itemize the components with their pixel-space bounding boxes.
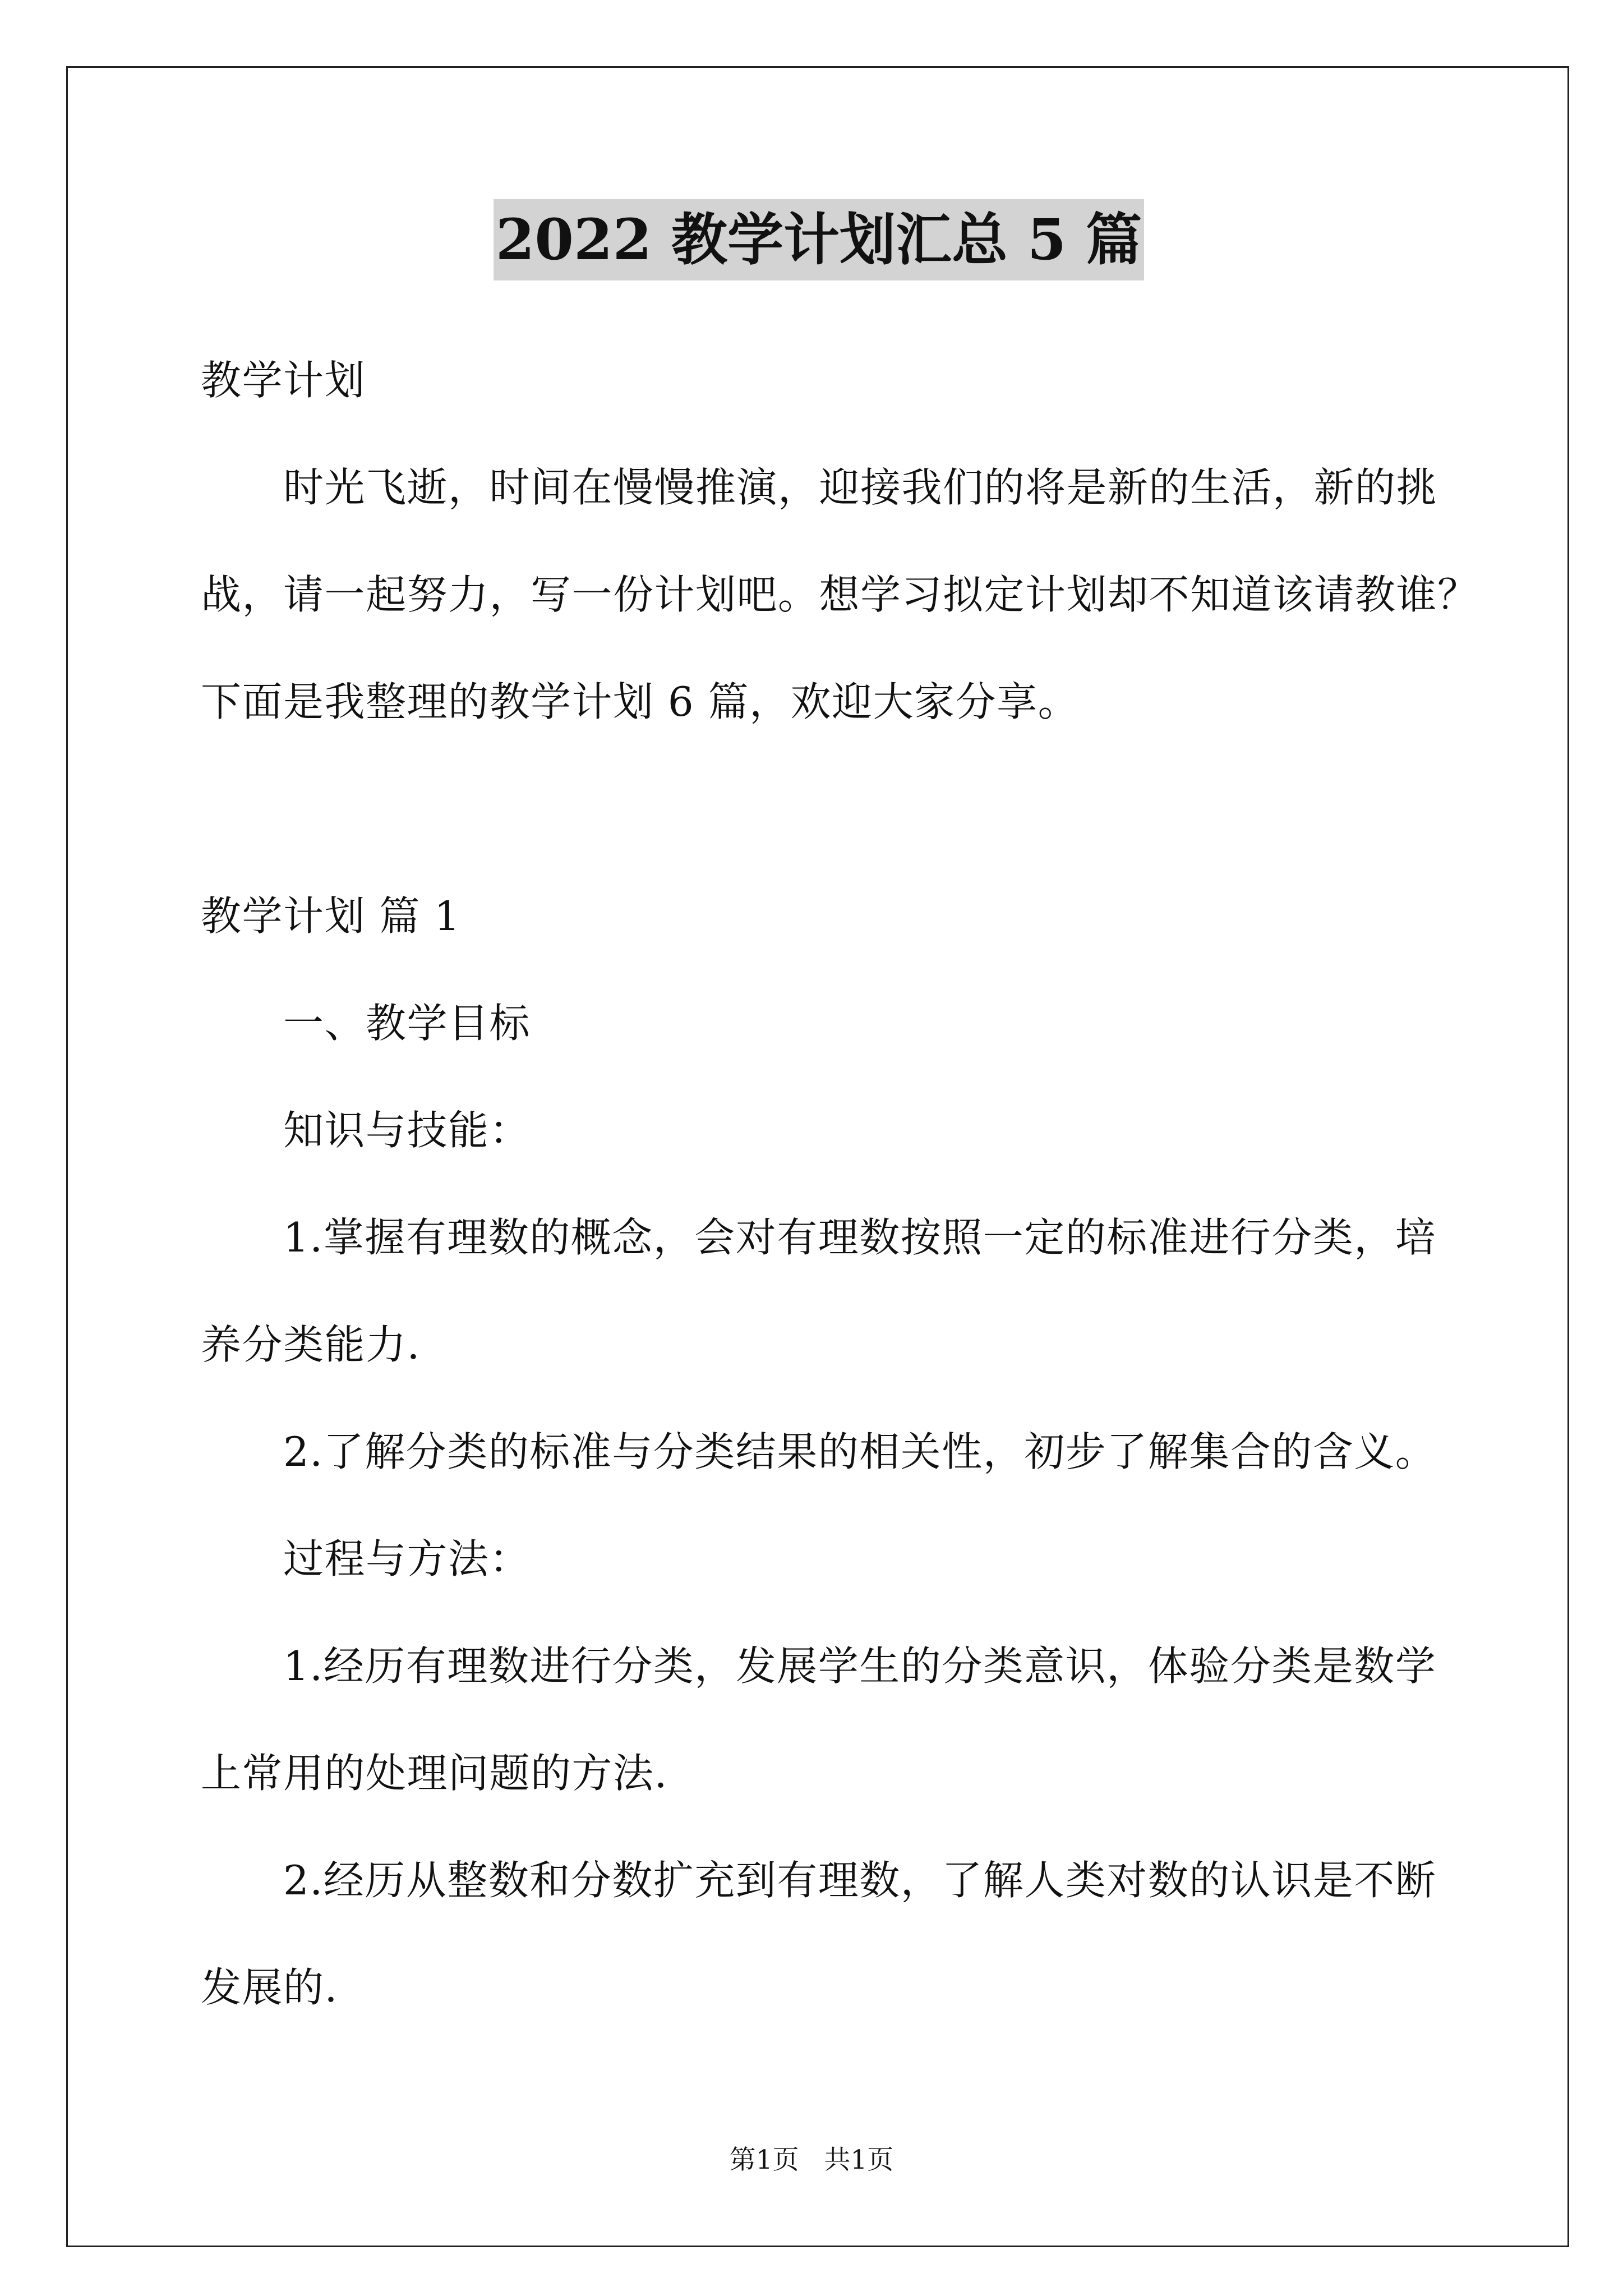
process-item-line: 发展的. xyxy=(201,1964,338,2011)
document-title: 2022 教学计划汇总 5 篇 xyxy=(494,199,1144,280)
page-footer: 第1页 共1页 xyxy=(729,2145,894,2175)
document-body xyxy=(201,327,1547,2041)
blank-line xyxy=(201,756,1547,863)
intro-paragraph-line: 时光飞逝，时间在慢慢推演，迎接我们的将是新的生活，新的挑 xyxy=(283,464,1438,511)
knowledge-item-line: 养分类能力. xyxy=(201,1321,421,1368)
intro-heading: 教学计划 xyxy=(201,357,366,404)
process-item-line: 2.经历从整数和分数扩充到有理数，了解人类对数的认识是不断 xyxy=(283,1857,1437,1904)
knowledge-item-line: 2.了解分类的标准与分类结果的相关性，初步了解集合的含义。 xyxy=(283,1428,1437,1475)
objectives-heading: 一、教学目标 xyxy=(283,1000,531,1047)
intro-paragraph-line: 下面是我整理的教学计划 6 篇，欢迎大家分享。 xyxy=(201,678,1080,725)
knowledge-item-line: 1.掌握有理数的概念，会对有理数按照一定的标准进行分类，培 xyxy=(283,1214,1437,1261)
title-container xyxy=(0,199,1623,280)
intro-paragraph-line: 战，请一起努力，写一份计划吧。想学习拟定计划却不知道该请教谁？ xyxy=(201,571,1479,618)
process-item-line: 上常用的处理问题的方法. xyxy=(201,1750,668,1797)
section-heading: 教学计划 篇 1 xyxy=(201,892,461,940)
process-item-line: 1.经历有理数进行分类，发展学生的分类意识，体验分类是数学 xyxy=(283,1642,1437,1690)
process-method-heading: 过程与方法： xyxy=(283,1535,531,1582)
knowledge-skills-heading: 知识与技能： xyxy=(283,1107,531,1154)
